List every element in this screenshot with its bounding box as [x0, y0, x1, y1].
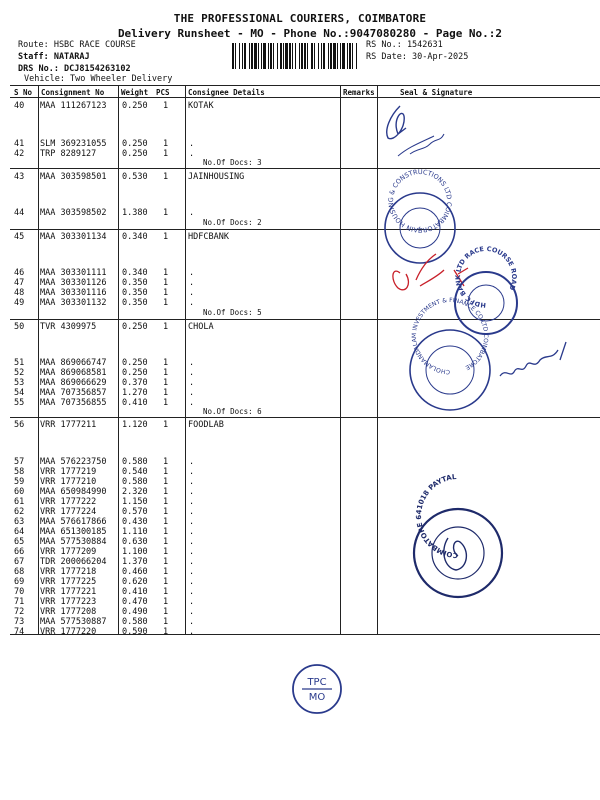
row-sno: 67 [14, 557, 25, 567]
chola-stamp-text: CHOLAMANDALAM INVESTMENT & FINANCE CO LTD COIMBATORE [411, 296, 490, 376]
row-consignee-continuation: . [189, 378, 195, 388]
row-sno: 40 [14, 101, 25, 111]
barcode-bar [356, 43, 357, 69]
row-consignment-no: SLM 369231055 [40, 139, 107, 149]
row-pcs: 1 [163, 398, 169, 408]
row-weight: 1.120 [122, 420, 148, 430]
row-weight: 2.320 [122, 487, 148, 497]
row-consignment-no: MAA 869066629 [40, 378, 107, 388]
row-pcs: 1 [163, 268, 169, 278]
barcode-bar [292, 43, 293, 69]
vehicle-label: Vehicle: Two Wheeler Delivery [24, 74, 173, 84]
row-sno: 43 [14, 172, 25, 182]
col-header-sno: S No [14, 88, 33, 97]
row-sno: 64 [14, 527, 25, 537]
row-consignee-continuation: . [189, 268, 195, 278]
barcode-bar [311, 43, 313, 69]
company-title: THE PROFESSIONAL COURIERS, COIMBATORE [173, 12, 427, 25]
row-sno: 42 [14, 149, 25, 159]
row-consignee-continuation: . [189, 487, 195, 497]
barcode-bar [254, 43, 257, 69]
row-consignee-continuation: . [189, 388, 195, 398]
barcode-bar [280, 43, 282, 69]
row-pcs: 1 [163, 288, 169, 298]
tpc-mo-stamp [290, 662, 344, 716]
row-weight: 0.530 [122, 172, 148, 182]
row-consignee-continuation: . [189, 398, 195, 408]
row-pcs: 1 [163, 467, 169, 477]
row-weight: 0.340 [122, 268, 148, 278]
row-weight: 1.150 [122, 497, 148, 507]
col-header-consignment: Consignment No [41, 88, 105, 97]
row-consignment-no: MAA 303598501 [40, 172, 107, 182]
barcode-bar [318, 43, 319, 69]
row-sno: 52 [14, 368, 25, 378]
barcode-bar [283, 43, 284, 69]
row-weight: 0.350 [122, 298, 148, 308]
row-consignment-no: VRR 1777224 [40, 507, 97, 517]
row-sno: 45 [14, 232, 25, 242]
row-consignee-continuation: . [189, 577, 195, 587]
row-consignment-no: MAA 707356857 [40, 388, 107, 398]
barcode-bar [299, 43, 300, 69]
barcode-bar [251, 43, 253, 69]
row-consignment-no: MAA 111267123 [40, 101, 107, 111]
row-sno: 49 [14, 298, 25, 308]
row-pcs: 1 [163, 278, 169, 288]
row-pcs: 1 [163, 149, 169, 159]
row-sno: 48 [14, 288, 25, 298]
row-sno: 41 [14, 139, 25, 149]
row-consignee-continuation: . [189, 208, 195, 218]
barcode-bar [232, 43, 234, 69]
table-top-rule [10, 85, 600, 86]
row-consignee-continuation: . [189, 507, 195, 517]
row-consignee-continuation: . [189, 457, 195, 467]
row-sno: 44 [14, 208, 25, 218]
no-of-docs: No.Of Docs: 6 [203, 407, 262, 416]
row-consignment-no: MAA 303301126 [40, 278, 107, 288]
barcode-bar [249, 43, 250, 69]
svg-text:CHOLAMANDALAM INVESTMENT & FIN [411, 297, 489, 375]
barcode-bar [270, 43, 272, 69]
row-consignment-no: MAA 651300185 [40, 527, 107, 537]
row-pcs: 1 [163, 527, 169, 537]
row-consignee: CHOLA [188, 322, 214, 332]
barcode-bar [330, 43, 332, 69]
row-weight: 0.460 [122, 567, 148, 577]
row-pcs: 1 [163, 101, 169, 111]
row-sno: 60 [14, 487, 25, 497]
row-sno: 55 [14, 398, 25, 408]
row-consignee-continuation: . [189, 278, 195, 288]
row-consignee-continuation: . [189, 477, 195, 487]
row-pcs: 1 [163, 617, 169, 627]
row-pcs: 1 [163, 607, 169, 617]
barcode-bar [261, 43, 262, 69]
barcode-bar [349, 43, 351, 69]
row-consignment-no: VRR 1777210 [40, 477, 97, 487]
barcode-bar [333, 43, 336, 69]
row-sno: 57 [14, 457, 25, 467]
row-weight: 0.250 [122, 101, 148, 111]
barcode [232, 43, 358, 69]
rs-number: RS No.: 1542631 [366, 40, 443, 50]
barcode-bar [328, 43, 329, 69]
row-consignment-no: VRR 1777209 [40, 547, 97, 557]
row-consignee-continuation: . [189, 149, 195, 159]
kotak-signature [387, 106, 406, 139]
row-sno: 59 [14, 477, 25, 487]
barcode-bar [340, 43, 341, 69]
row-sno: 68 [14, 567, 25, 577]
row-pcs: 1 [163, 497, 169, 507]
row-pcs: 1 [163, 557, 169, 567]
row-weight: 0.410 [122, 587, 148, 597]
row-sno: 73 [14, 617, 25, 627]
svg-text:COIMBATORE 641018 PAYTAL [415, 473, 458, 559]
row-sno: 47 [14, 278, 25, 288]
row-pcs: 1 [163, 477, 169, 487]
barcode-bar [244, 43, 246, 69]
row-consignee-continuation: . [189, 567, 195, 577]
row-consignment-no: MAA 650984990 [40, 487, 107, 497]
barcode-bar [352, 43, 353, 69]
barcode-bar [258, 43, 259, 69]
row-pcs: 1 [163, 420, 169, 430]
row-consignment-no: MAA 577530887 [40, 617, 107, 627]
row-pcs: 1 [163, 457, 169, 467]
row-consignee-continuation: . [189, 497, 195, 507]
row-sno: 51 [14, 358, 25, 368]
row-weight: 0.410 [122, 398, 148, 408]
barcode-bar [235, 43, 236, 69]
row-consignment-no: VRR 1777221 [40, 587, 97, 597]
no-of-docs: No.Of Docs: 2 [203, 218, 262, 227]
row-sno: 56 [14, 420, 25, 430]
row-sno: 63 [14, 517, 25, 527]
jainhousing-stamp [385, 168, 455, 263]
chola-stamp [410, 297, 490, 410]
barcode-bar [323, 43, 325, 69]
row-consignment-no: MAA 303301132 [40, 298, 107, 308]
col-header-consignee: Consignee Details [188, 88, 265, 97]
row-pcs: 1 [163, 232, 169, 242]
row-consignee: JAINHOUSING [188, 172, 245, 182]
row-sno: 61 [14, 497, 25, 507]
row-consignee-continuation: . [189, 597, 195, 607]
barcode-bar [268, 43, 269, 69]
row-pcs: 1 [163, 597, 169, 607]
row-weight: 0.430 [122, 517, 148, 527]
row-sno: 69 [14, 577, 25, 587]
row-consignment-no: VRR 1777219 [40, 467, 97, 477]
hdfc-stamp [454, 245, 518, 334]
row-weight: 0.250 [122, 322, 148, 332]
barcode-bar [273, 43, 274, 69]
row-weight: 0.580 [122, 617, 148, 627]
row-consignment-no: MAA 707356855 [40, 398, 107, 408]
row-weight: 0.250 [122, 149, 148, 159]
tpc-stamp-bottom: MO [308, 692, 326, 703]
row-consignee-continuation: . [189, 467, 195, 477]
row-consignment-no: TVR 4309975 [40, 322, 97, 332]
barcode-bar [277, 43, 278, 69]
seal-signature-area [360, 98, 600, 638]
row-consignment-no: MAA 869066747 [40, 358, 107, 368]
row-weight: 0.630 [122, 537, 148, 547]
row-sno: 54 [14, 388, 25, 398]
barcode-bar [314, 43, 315, 69]
row-weight: 0.350 [122, 278, 148, 288]
row-pcs: 1 [163, 139, 169, 149]
row-sno: 58 [14, 467, 25, 477]
row-weight: 0.620 [122, 577, 148, 587]
row-pcs: 1 [163, 322, 169, 332]
row-weight: 0.340 [122, 232, 148, 242]
row-weight: 1.380 [122, 208, 148, 218]
row-weight: 0.350 [122, 288, 148, 298]
drs-number: DRS No.: DCJ8154263102 [18, 64, 131, 74]
row-weight: 1.270 [122, 388, 148, 398]
jainhousing-stamp-text: JAIN HOUSING & CONSTRUCTIONS LTD COIMBATORE [386, 167, 454, 235]
row-consignment-no: MAA 577530884 [40, 537, 107, 547]
row-consignment-no: MAA 303301134 [40, 232, 107, 242]
row-sno: 62 [14, 507, 25, 517]
row-consignment-no: VRR 1777211 [40, 420, 97, 430]
row-weight: 0.250 [122, 368, 148, 378]
row-weight: 0.590 [122, 627, 148, 637]
row-sno: 65 [14, 537, 25, 547]
row-pcs: 1 [163, 368, 169, 378]
row-consignee: HDFCBANK [188, 232, 229, 242]
row-weight: 0.570 [122, 507, 148, 517]
barcode-bar [289, 43, 291, 69]
row-pcs: 1 [163, 627, 169, 637]
hdfc-stamp-text: HDFC BANK LTD RACE COURSE ROAD [454, 244, 519, 310]
row-consignment-no: TDR 200066204 [40, 557, 107, 567]
col-header-weight: Weight [121, 88, 149, 97]
barcode-bar [301, 43, 303, 69]
row-consignment-no: VRR 1777225 [40, 577, 97, 587]
barcode-bar [342, 43, 345, 69]
row-consignee-continuation: . [189, 627, 195, 637]
row-sno: 71 [14, 597, 25, 607]
row-pcs: 1 [163, 388, 169, 398]
row-pcs: 1 [163, 537, 169, 547]
row-consignment-no: MAA 576223750 [40, 457, 107, 467]
row-consignment-no: VRR 1777223 [40, 597, 97, 607]
row-consignee: FOODLAB [188, 420, 224, 430]
row-weight: 0.370 [122, 378, 148, 388]
row-pcs: 1 [163, 577, 169, 587]
foodlab-stamp-text: COIMBATORE 641018 PAYTAL [414, 472, 459, 560]
row-weight: 0.490 [122, 607, 148, 617]
row-consignment-no: VRR 1777220 [40, 627, 97, 637]
row-consignment-no: TRP 8289127 [40, 149, 97, 159]
row-consignee-continuation: . [189, 298, 195, 308]
staff-label: Staff: NATARAJ [18, 52, 90, 62]
row-pcs: 1 [163, 487, 169, 497]
row-weight: 0.580 [122, 457, 148, 467]
row-weight: 0.250 [122, 139, 148, 149]
row-consignee-continuation: . [189, 537, 195, 547]
row-consignment-no: MAA 303301111 [40, 268, 107, 278]
row-consignee-continuation: . [189, 557, 195, 567]
row-consignment-no: VRR 1777208 [40, 607, 97, 617]
row-sno: 46 [14, 268, 25, 278]
row-consignee-continuation: . [189, 617, 195, 627]
row-sno: 72 [14, 607, 25, 617]
row-pcs: 1 [163, 298, 169, 308]
row-consignment-no: MAA 869068581 [40, 368, 107, 378]
runsheet-subtitle: Delivery Runsheet - MO - Phone No.:9047080280 - Page No.:2 [117, 27, 503, 40]
row-pcs: 1 [163, 172, 169, 182]
rs-date: RS Date: 30-Apr-2025 [366, 52, 469, 62]
row-consignee-continuation: . [189, 547, 195, 557]
foodlab-stamp [414, 473, 502, 597]
row-weight: 1.370 [122, 557, 148, 567]
row-pcs: 1 [163, 547, 169, 557]
row-consignee-continuation: . [189, 587, 195, 597]
col-header-pcs: PCS [156, 88, 170, 97]
row-consignee-continuation: . [189, 607, 195, 617]
barcode-bar [304, 43, 306, 69]
barcode-bar [263, 43, 266, 69]
row-consignee-continuation: . [189, 139, 195, 149]
row-consignment-no: VRR 1777222 [40, 497, 97, 507]
row-consignee-continuation: . [189, 517, 195, 527]
row-pcs: 1 [163, 358, 169, 368]
chola-signature [500, 342, 566, 376]
row-weight: 1.110 [122, 527, 148, 537]
barcode-bar [295, 43, 296, 69]
tpc-stamp-top: TPC [307, 677, 327, 688]
row-consignment-no: MAA 576617866 [40, 517, 107, 527]
row-weight: 0.470 [122, 597, 148, 607]
no-of-docs: No.Of Docs: 3 [203, 158, 262, 167]
row-consignee-continuation: . [189, 368, 195, 378]
row-consignee-continuation: . [189, 358, 195, 368]
row-weight: 0.250 [122, 358, 148, 368]
barcode-bar [307, 43, 308, 69]
row-consignee-continuation: . [189, 288, 195, 298]
row-sno: 66 [14, 547, 25, 557]
kotak-signature-scribble [398, 134, 444, 156]
row-sno: 70 [14, 587, 25, 597]
barcode-bar [285, 43, 288, 69]
row-weight: 0.580 [122, 477, 148, 487]
row-consignment-no: VRR 1777218 [40, 567, 97, 577]
row-pcs: 1 [163, 517, 169, 527]
row-pcs: 1 [163, 208, 169, 218]
row-consignment-no: MAA 303598502 [40, 208, 107, 218]
row-sno: 50 [14, 322, 25, 332]
row-pcs: 1 [163, 378, 169, 388]
row-weight: 0.540 [122, 467, 148, 477]
barcode-bar [347, 43, 348, 69]
row-sno: 74 [14, 627, 25, 637]
row-consignee: KOTAK [188, 101, 214, 111]
route-label: Route: HSBC RACE COURSE [18, 40, 136, 50]
col-header-remarks: Remarks [343, 88, 375, 97]
row-consignment-no: MAA 303301116 [40, 288, 107, 298]
col-header-seal-signature: Seal & Signature [400, 88, 473, 97]
barcode-bar [337, 43, 338, 69]
row-sno: 53 [14, 378, 25, 388]
row-pcs: 1 [163, 587, 169, 597]
barcode-bar [239, 43, 240, 69]
no-of-docs: No.Of Docs: 5 [203, 308, 262, 317]
row-pcs: 1 [163, 507, 169, 517]
barcode-bar [321, 43, 322, 69]
row-weight: 1.100 [122, 547, 148, 557]
row-pcs: 1 [163, 567, 169, 577]
row-consignee-continuation: . [189, 527, 195, 537]
barcode-bar [242, 43, 243, 69]
